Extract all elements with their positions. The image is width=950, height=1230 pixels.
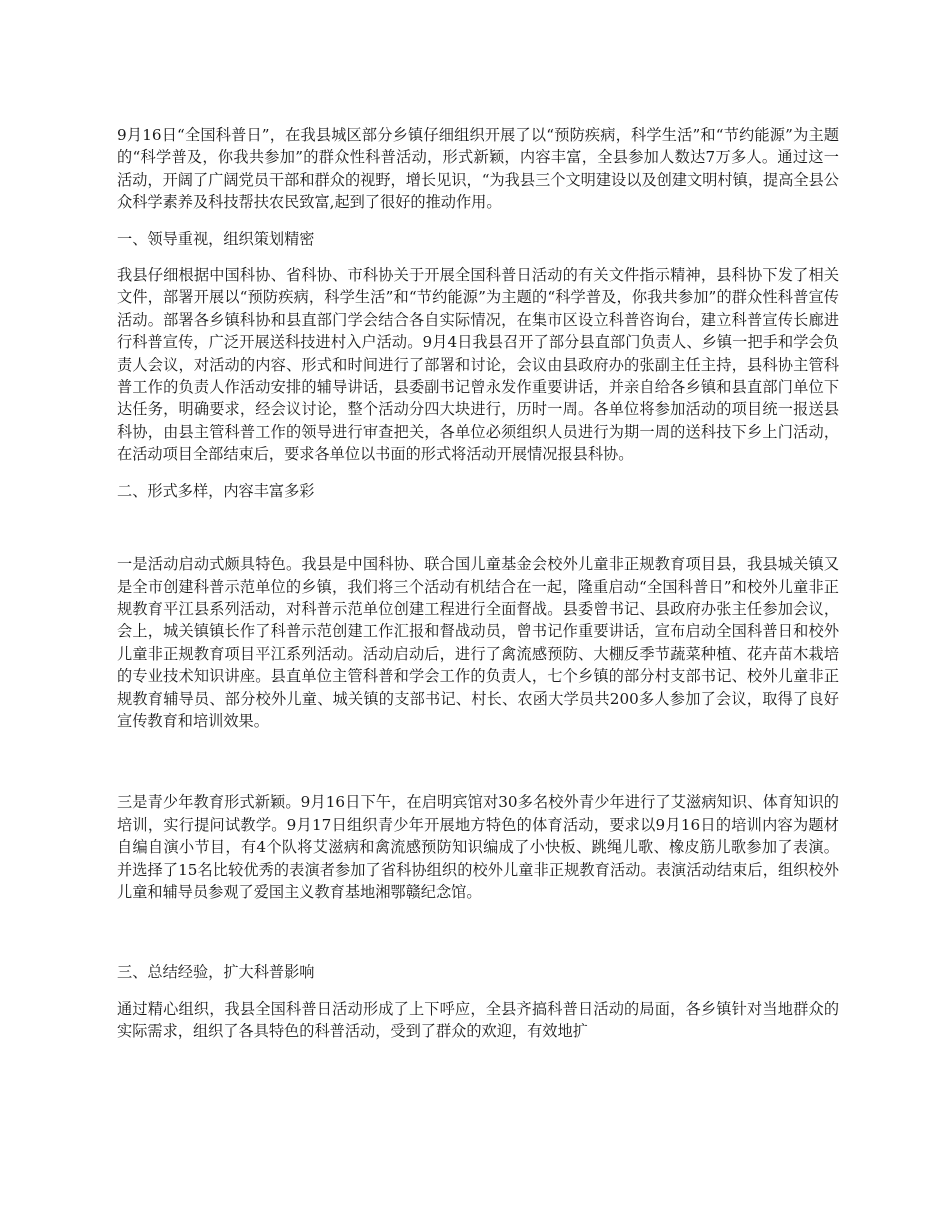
section-3-paragraph: 通过精心组织，我县全国科普日活动形成了上下呼应，全县齐搞科普日活动的局面，各乡镇针对当地群众的实际需求，组织了各具特色的科普活动，受到了群众的欢迎，有效地扩 [117,999,839,1041]
section-heading-1: 一、领导重视，组织策划精密 [117,229,315,248]
section-heading-2: 二、形式多样，内容丰富多彩 [117,481,315,500]
document-page [117,124,839,1043]
section-1-paragraph: 我县仔细根据中国科协、省科协、市科协关于开展全国科普日活动的有关文件指示精神，县科协下发了相关文件，部署开展以“预防疾病，科学生活”和“节约能源”为主题的“科学普及，你我共参加”的群众性科普宣传活动。部署各乡镇科协和县直部门学会结合各自实际情况，在集市区设立科普咨询台，建立科普宣传长廊进行科普宣传，广泛开展送科技进村入户活动。9月4日我县召开了部分县直部门负责人、乡镇一把手和学会负责人会议，对活动的内容、形式和时间进行了部署和讨论，会议由县政府办的张副主任主持，县科协主管科普工作的负责人作活动安排的辅导讲话，县委副书记曾永发作重要讲话，并亲自给各乡镇和县直部门单位下达任务，明确要求，经会议讨论，整个活动分四大块进行，历时一周。各单位将参加活动的项目统一报送县科协，由县主管科普工作的领导进行审查把关，各单位必须组织人员进行为期一周的送科技下乡上门活动，在活动项目全部结束后，要求各单位以书面的形式将活动开展情况报县科协。 [117,266,839,464]
intro-paragraph: 9月16日“全国科普日”，在我县城区部分乡镇仔细组织开展了以“预防疾病，科学生活”和“节约能源”为主题的“科学普及，你我共参加”的群众性科普活动，形式新颖，内容丰富，全县参加人数达7万多人。通过这一活动，开阔了广阔党员干部和群众的视野，增长见识，“为我县三个文明建设以及创建文明村镇，提高全县公众科学素养及科技帮扶农民致富,起到了很好的推动作用。 [117,126,839,212]
section-2-paragraph-youth: 三是青少年教育形式新颖。9月16日下午，在启明宾馆对30多名校外青少年进行了艾滋病知识、体育知识的培训，实行提问试教学。9月17日组织青少年开展地方特色的体育活动，要求以9月16日的培训内容为题材自编自演小节目，有4个队将艾滋病和禽流感预防知识编成了小快板、跳绳儿歌、橡皮筋儿歌参加了表演。并选择了15名比较优秀的表演者参加了省科协组织的校外儿童非正规教育活动。表演活动结束后，组织校外儿童和辅导员参观了爱国主义教育基地湘鄂赣纪念馆。 [117,793,839,901]
section-2-paragraph-launch: 一是活动启动式颇具特色。我县是中国科协、联合国儿童基金会校外儿童非正规教育项目县，我县城关镇又是全市创建科普示范单位的乡镇，我们将三个活动有机结合在一起，隆重启动“全国科普日”和校外儿童非正规教育平江县系列活动，对科普示范单位创建工程进行全面督战。县委曾书记、县政府办张主任参加会议，会上，城关镇镇长作了科普示范创建工作汇报和督战动员，曾书记作重要讲话，宣布启动全国科普日和校外儿童非正规教育项目平江系列活动。活动启动后，进行了禽流感预防、大棚反季节蔬菜种植、花卉苗木栽培的专业技术知识讲座。县直单位主管科普和学会工作的负责人，七个乡镇的部分村支部书记、校外儿童非正规教育辅导员、部分校外儿童、城关镇的支部书记、村长、农函大学员共200多人参加了会议，取得了良好宣传教育和培训效果。 [117,555,839,730]
section-heading-3: 三、总结经验，扩大科普影响 [117,963,315,982]
